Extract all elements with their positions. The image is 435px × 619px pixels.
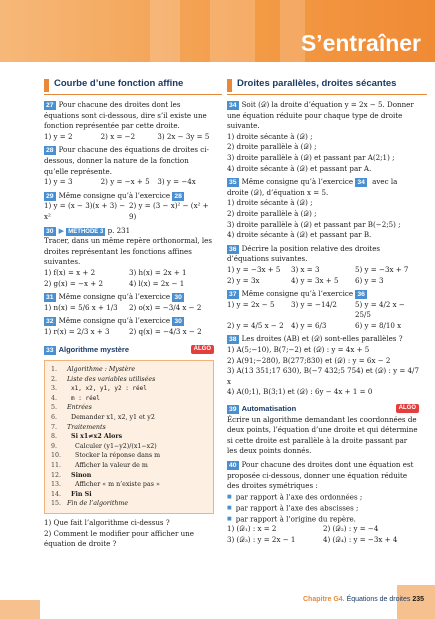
exercise-40 xyxy=(227,460,419,546)
bullet-item: ■ par rapport à l’axe des ordonnées ; xyxy=(227,492,419,503)
item: 1) y = −3x + 5 xyxy=(227,264,281,274)
exercise-number: 28 xyxy=(46,147,54,155)
code-line: 11. Afficher la valeur de m xyxy=(51,462,148,469)
item: 2) A(91;−280), B(277;830) et (𝒟) : y = 6x − 2 xyxy=(227,355,391,365)
item: 1) droite sécante à (𝒟) ; xyxy=(227,198,313,208)
exercise-number: 29 xyxy=(46,192,54,200)
exercise-33 xyxy=(44,345,214,549)
code-line: 4. m : réel xyxy=(51,394,100,402)
item: 1) f(x) = x + 2 xyxy=(44,267,96,277)
item: 1) droite sécante à (𝒟) ; xyxy=(227,131,313,141)
item: 2) o(x) = −3/4 x − 2 xyxy=(129,302,202,312)
item: 2) x = −2 xyxy=(100,131,136,141)
code-line: 7. Traitements xyxy=(51,423,106,431)
item: 3) (𝒟₃) : y = 2x − 1 xyxy=(227,535,296,545)
item: 3) droite parallèle à (𝒟) et passant par A(2;1) ; xyxy=(227,152,395,162)
item: 4) y = 6/3 xyxy=(291,320,327,330)
item: 4) droite sécante à (𝒟) et passant par B. xyxy=(227,230,372,240)
item: 3) x = 3 xyxy=(291,264,320,274)
code-line: 13. Afficher « m n’existe pas » xyxy=(51,481,160,489)
item: 4) (𝒟₄) : y = −3x + 4 xyxy=(323,535,398,545)
exercise-ref[interactable]: 30 xyxy=(174,318,182,326)
item: 3) h(x) = 2x + 1 xyxy=(129,267,187,277)
item: 1) y = 2 xyxy=(44,131,73,141)
exercise-number: 39 xyxy=(229,406,237,414)
exercise-ref[interactable]: 28 xyxy=(174,192,182,200)
exercise-28 xyxy=(44,145,214,187)
item: 3) y = −14/2 xyxy=(291,299,337,309)
item: 2) y = 3x xyxy=(227,275,260,285)
exercise-ref[interactable]: 36 xyxy=(357,291,365,299)
item: 2) y = 4/5 x − 2 xyxy=(227,320,284,330)
item: 6) y = 3 xyxy=(355,275,384,285)
exercise-38 xyxy=(227,334,419,398)
exercise-36 xyxy=(227,244,419,286)
item: 1) (𝒟₁) : x = 2 xyxy=(227,524,277,534)
question: 1) Que fait l’algorithme ci-dessus ? xyxy=(44,517,170,527)
exercise-32 xyxy=(44,316,214,337)
exercise-number: 35 xyxy=(229,179,237,187)
bullet-item: ■ par rapport à l’axe des abscisses ; xyxy=(227,503,419,514)
algo-badge: ALGO xyxy=(191,345,214,354)
exercise-ref[interactable]: 30 xyxy=(174,294,182,302)
item: 1) r(x) = 2/3 x + 3 xyxy=(44,326,110,336)
exercise-number: 31 xyxy=(46,294,54,302)
item: 5) y = −3x + 7 xyxy=(355,264,409,274)
exercise-text: Même consigne qu’à l’exercice xyxy=(58,316,171,326)
exercise-text: Pour chacune des droites dont une équation est proposée ci-dessous, donner une équation réduite des droites symétriques : xyxy=(227,460,414,491)
item: 6) y = 8/10 x xyxy=(355,320,402,330)
code-line: 6. Demander x1, x2, y1 et y2 xyxy=(51,414,155,422)
page-footer xyxy=(303,596,424,603)
item: 1) y = 3 xyxy=(44,177,73,187)
exercise-text: Décrire la position relative des droites d’équations suivantes. xyxy=(227,243,381,264)
item: 1) y = 2x − 5 xyxy=(227,299,275,309)
section-title-parallel: Droites parallèles, droites sécantes xyxy=(227,78,427,95)
exercise-number: 36 xyxy=(229,245,237,253)
footer-chapter: Chapitre G4. xyxy=(303,596,345,603)
exercise-31 xyxy=(44,292,214,313)
exercise-39 xyxy=(227,404,419,457)
algorithm-code-box xyxy=(44,360,214,514)
item: 2) (𝒟₂) : y = −4 xyxy=(323,524,379,534)
exercise-text: Même consigne qu’à l’exercice xyxy=(241,289,354,299)
code-line: 8. Si x1≠x2 Alors xyxy=(51,433,123,441)
item: 5) y = 4/2 x − 25/5 xyxy=(355,299,405,320)
method-page: p. 231 xyxy=(107,225,131,235)
item: 3) y = −4x xyxy=(157,177,196,187)
item: 2) y = (3 − x)² − (x² + 9) xyxy=(129,201,209,221)
item: 4) y = 3x + 5 xyxy=(291,275,339,285)
header-deco-stripe xyxy=(210,0,255,62)
item: 2) droite parallèle à (𝒟) ; xyxy=(227,142,317,152)
exercise-27 xyxy=(44,100,214,142)
exercise-number: 38 xyxy=(229,336,237,344)
item: 2) y = −x + 5 xyxy=(100,177,150,187)
footer-title: Équations de droites xyxy=(346,596,411,603)
exercise-34 xyxy=(227,100,419,174)
item: 1) n(x) = 5/6 x + 1/3 xyxy=(44,302,118,312)
item: 3) droite parallèle à (𝒟) et passant par B(−2;5) ; xyxy=(227,219,401,229)
exercise-number: 37 xyxy=(229,291,237,299)
section-title-affine: Courbe d’une fonction affine xyxy=(44,78,222,95)
corner-decoration xyxy=(0,600,40,619)
code-line: 14. Fin Si xyxy=(51,490,92,498)
exercise-number: 30 xyxy=(46,227,54,235)
item: 3) A(13 351;17 630), B(−7 432;5 754) et (𝒟) : y = 4/7 x xyxy=(227,366,419,386)
exercise-text: Même consigne qu’à l’exercice xyxy=(58,292,171,302)
exercise-text: Pour chacune des droites dont les équations sont ci-dessous, dire s’il existe une fonction représentée par cette droite. xyxy=(44,100,207,131)
exercise-35 xyxy=(227,177,419,241)
exercise-37 xyxy=(227,289,419,331)
item: 1) A(5;−10), B(7;−2) et (𝒟) : y = 4x + 5 xyxy=(227,345,370,355)
exercise-text: Pour chacune des équations de droites ci-dessous, donner la nature de la fonction qu’elle représente. xyxy=(44,145,209,176)
left-column xyxy=(44,100,214,553)
exercise-number: 40 xyxy=(229,462,237,469)
exercise-30 xyxy=(44,226,214,290)
exercise-29 xyxy=(44,191,214,223)
exercise-text: Même consigne qu’à l’exercice xyxy=(58,190,171,200)
item: 4) l(x) = 2x − 1 xyxy=(129,278,185,288)
page-number: 235 xyxy=(412,596,425,603)
exercise-number: 34 xyxy=(229,102,237,109)
code-line: 15. Fin de l’algorithme xyxy=(51,500,129,508)
play-icon: ▶ xyxy=(58,225,65,235)
code-line: 2. Liste des variables utilisées xyxy=(51,375,156,383)
item: 4) droite sécante à (𝒟) et passant par A. xyxy=(227,163,372,173)
exercise-text: Même consigne qu’à l’exercice xyxy=(241,177,354,187)
bullet-item: ■ par rapport à l’origine du repère. xyxy=(227,514,419,525)
item: 2) g(x) = −x + 2 xyxy=(44,278,103,288)
code-line: 10. Stocker la réponse dans m xyxy=(51,452,161,460)
exercise-text: Soit (𝒟) la droite d’équation y = 2x − 5. Donner une équation réduite pour chaque type de droite suivante. xyxy=(227,100,414,131)
exercise-text: Écrire un algorithme demandant les coordonnées de deux points, l’équation d’une droite et qui détermine si cette droite est parallèle à la droite passant par les deux points donnés. xyxy=(227,414,418,456)
exercise-text: avec la droite (𝒟), d’équation x = 5. xyxy=(227,177,398,197)
exercise-title: Automatisation xyxy=(241,404,297,414)
question: 2) Comment le modifier pour afficher une équation de droite ? xyxy=(44,528,194,549)
method-badge[interactable]: MÉTHODE 3 xyxy=(68,228,104,235)
exercise-number: 32 xyxy=(46,318,54,326)
item: 1) y = (x − 3)(x + 3) − x² xyxy=(44,201,126,221)
exercise-number: 27 xyxy=(46,102,54,109)
code-line: 12. Sinon xyxy=(51,471,92,479)
code-line: 3. x1, x2, y1, y2 : réel xyxy=(51,385,147,393)
exercise-title: Algorithme mystère xyxy=(58,345,129,355)
page-title: S’entraîner xyxy=(300,30,421,56)
item: 2) q(x) = −4/3 x − 2 xyxy=(129,326,202,336)
page-header-banner xyxy=(0,0,435,62)
exercise-text: Les droites (AB) et (𝒟) sont-elles parallèles ? xyxy=(241,334,403,344)
code-line: 9. Calculer (y1−y2)/(x1−x2) xyxy=(51,442,157,450)
item: 4) A(0;1), B(3;1) et (𝒟) : 6y − 4x + 1 = 0 xyxy=(227,387,373,397)
algo-badge: ALGO xyxy=(396,404,419,413)
exercise-ref[interactable]: 34 xyxy=(357,179,365,187)
right-column xyxy=(227,100,419,549)
code-line: 5. Entrées xyxy=(51,404,92,412)
exercise-text: Tracer, dans un même repère orthonormal, les droites représentant les fonctions affines suivantes. xyxy=(44,236,212,267)
item: 3) 2x − 3y = 5 xyxy=(157,131,210,141)
item: 2) droite parallèle à (𝒟) ; xyxy=(227,208,317,218)
exercise-number: 33 xyxy=(46,347,54,355)
header-deco-stripe xyxy=(150,0,180,62)
code-line: 1. Algorithme : Mystère xyxy=(51,366,136,374)
